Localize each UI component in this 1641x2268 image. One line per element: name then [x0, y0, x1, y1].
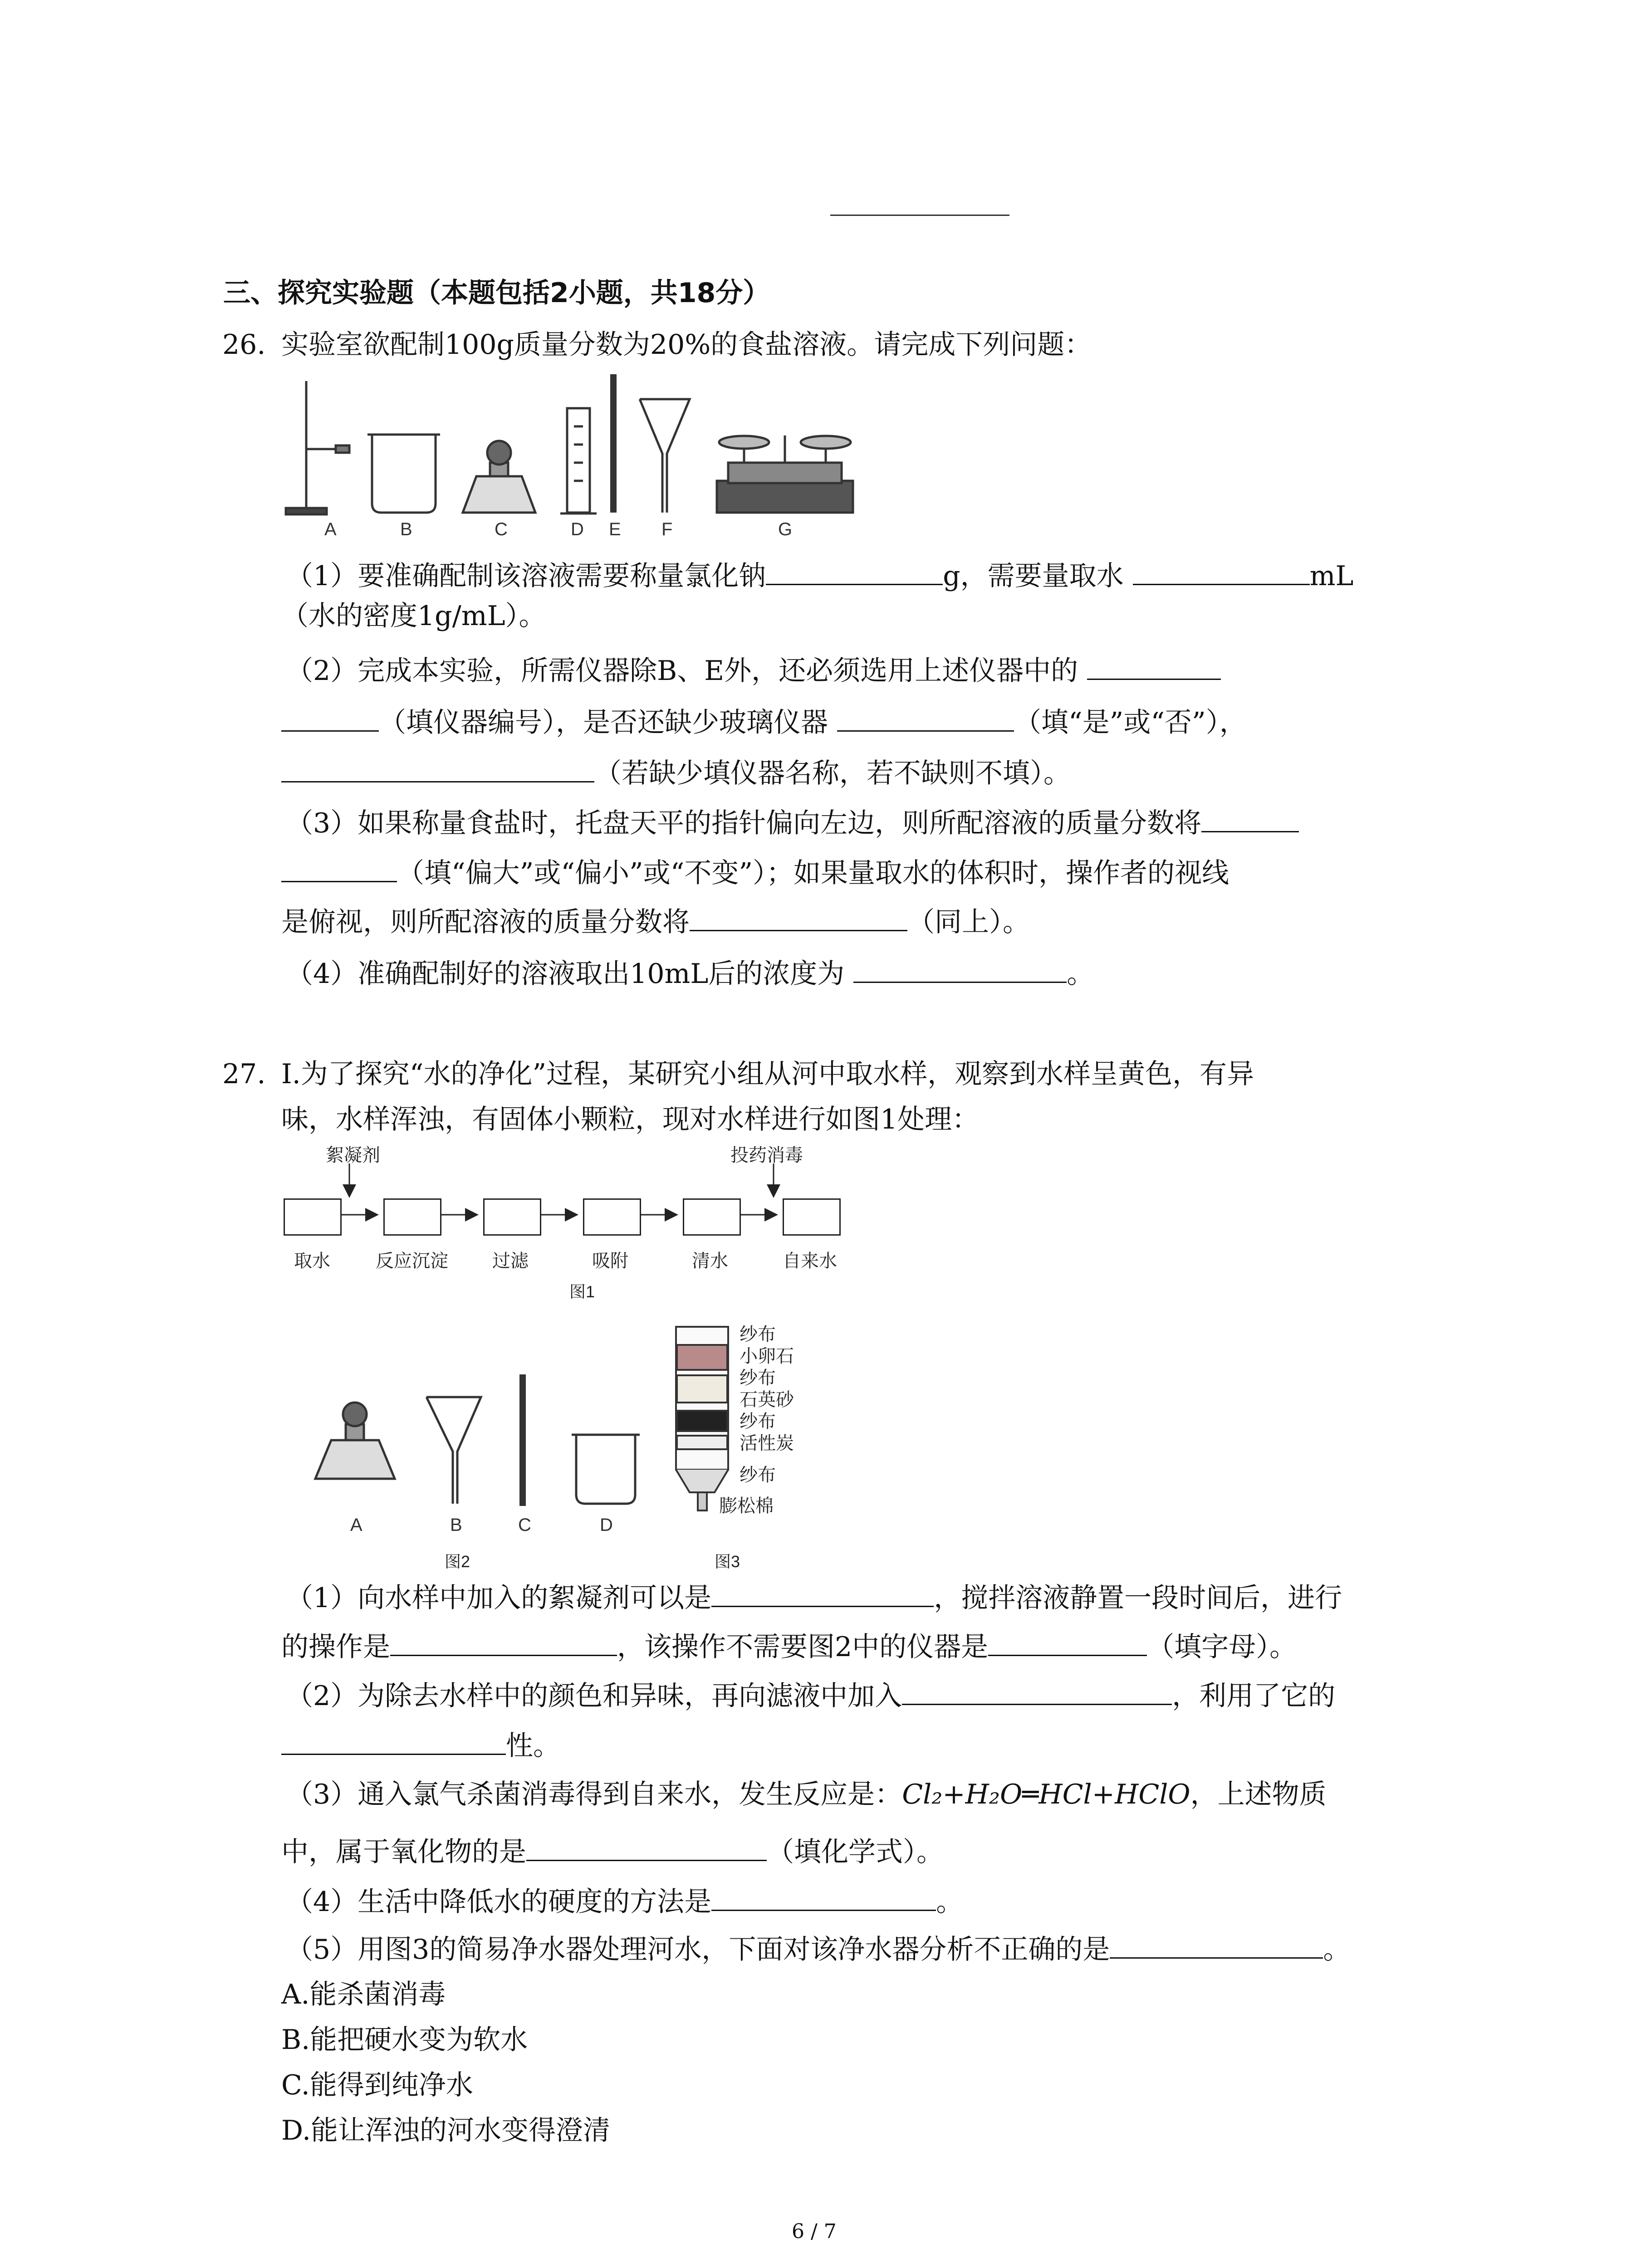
answer-blank[interactable] [902, 1677, 1172, 1705]
layer-label: 纱布 [740, 1325, 776, 1344]
q26-part1-line2: （水的密度1g/mL）。 [281, 600, 546, 632]
q26-part3-line2: （填“偏大”或“偏小”或“不变”）；如果量取水的体积时，操作者的视线 [281, 854, 1229, 891]
q26-part2-line2: （填仪器编号），是否还缺少玻璃仪器 （填“是”或“否”）， [281, 703, 1247, 741]
figure3-caption: 图3 [715, 1552, 740, 1571]
figure2-caption: 图2 [445, 1552, 470, 1571]
funnel-icon [426, 1397, 481, 1504]
water-purifier-icon [676, 1327, 728, 1510]
flow-box-4 [583, 1198, 641, 1236]
q26-apparatus-figure [281, 372, 880, 553]
answer-blank[interactable] [1087, 651, 1221, 680]
q27-part2-line1: （2）为除去水样中的颜色和异味，再向滤液中加入 ，利用了它的 [286, 1677, 1335, 1714]
flow-step-label: 反应沉淀 [376, 1251, 448, 1271]
flow-box-3 [483, 1198, 541, 1236]
q27-part1-line1: （1）向水样中加入的絮凝剂可以是 ，搅拌溶液静置一段时间后，进行 [286, 1579, 1342, 1616]
answer-blank[interactable] [1201, 804, 1299, 832]
label-c: C [495, 519, 508, 539]
layer-label: 纱布 [740, 1368, 776, 1388]
reaction-equation: Cl₂+H₂O═HCl+HClO [902, 1779, 1190, 1810]
label-e: E [609, 519, 621, 539]
answer-blank[interactable] [711, 1882, 936, 1911]
q27-stem-line2: 味，水样浑浊，有固体小颗粒，现对水样进行如图1处理： [281, 1104, 980, 1135]
q27-number: 27. [222, 1058, 266, 1090]
label-g: G [778, 519, 793, 539]
flow-step-label: 过滤 [492, 1251, 529, 1271]
funnel-icon [640, 399, 690, 513]
option-d: D.能让浑浊的河水变得澄清 [281, 2115, 611, 2146]
layer-label: 纱布 [740, 1412, 776, 1432]
answer-blank[interactable] [281, 754, 594, 782]
answer-blank[interactable] [1133, 557, 1310, 585]
answer-blank[interactable] [988, 1628, 1147, 1656]
label-a: A [324, 519, 337, 539]
disinfect-label: 投药消毒 [730, 1145, 803, 1165]
flow-box-5 [683, 1198, 741, 1236]
beaker-icon [367, 435, 440, 513]
q27-part1-line2: 的操作是 ，该操作不需要图2中的仪器是 （填字母）。 [281, 1628, 1297, 1665]
q26-part4: （4）准确配制好的溶液取出10mL后的浓度为 。 [286, 954, 1094, 992]
flow-step-label: 吸附 [592, 1251, 628, 1271]
q26-part3-line1: （3）如果称量食盐时，托盘天平的指针偏向左边，则所配溶液的质量分数将 [286, 804, 1299, 841]
answer-blank[interactable] [281, 854, 397, 882]
section-title: 三、探究实验题（本题包括2小题，共18分） [223, 277, 770, 309]
layer-label: 小卵石 [740, 1346, 794, 1366]
q27-stem-line1: Ⅰ.为了探究“水的净化”过程，某研究小组从河中取水样，观察到水样呈黄色，有异 [281, 1058, 1254, 1090]
answer-blank[interactable] [711, 1579, 934, 1607]
answer-blank[interactable] [526, 1833, 767, 1861]
layer-label: 纱布 [740, 1465, 776, 1485]
q27-part3-line2: 中，属于氧化物的是 （填化学式）。 [281, 1833, 944, 1870]
layer-label: 活性炭 [740, 1433, 794, 1453]
graduated-cylinder-icon [560, 408, 597, 513]
q27-part2-line2: 性。 [281, 1726, 560, 1764]
alcohol-lamp-icon [315, 1403, 395, 1479]
fig2-label-a: A [350, 1515, 362, 1535]
q27-part4: （4）生活中降低水的硬度的方法是 。 [286, 1882, 963, 1920]
q27-part5: （5）用图3的简易净水器处理河水，下面对该净水器分析不正确的是 。 [286, 1930, 1350, 1968]
balance-icon [717, 435, 853, 513]
flow-box-2 [383, 1198, 441, 1236]
layer-label: 石英砂 [740, 1390, 794, 1410]
flow-step-label: 清水 [692, 1251, 728, 1271]
answer-blank[interactable] [853, 954, 1067, 983]
answer-blank[interactable] [690, 903, 907, 931]
option-a: A.能杀菌消毒 [281, 1979, 446, 2010]
flow-step-label: 取水 [294, 1251, 330, 1271]
q26-part2-line3: （若缺少填仪器名称，若不缺则不填）。 [281, 754, 1071, 792]
flow-step-label: 自来水 [783, 1251, 837, 1271]
figure1-flowchart [281, 1139, 871, 1311]
fig2-label-d: D [600, 1515, 613, 1535]
label-b: B [400, 519, 412, 539]
answer-blank[interactable] [837, 703, 1014, 732]
answer-blank[interactable] [281, 1726, 506, 1755]
q26-part2-line1: （2）完成本实验，所需仪器除B、E外，还必须选用上述仪器中的 [286, 651, 1221, 689]
fig2-label-b: B [450, 1515, 462, 1535]
figure2-figure3 [309, 1325, 853, 1579]
layer-label: 膨松棉 [719, 1496, 774, 1516]
glass-rod-icon [519, 1374, 526, 1506]
glass-rod-icon [610, 374, 617, 513]
label-f: F [661, 519, 673, 539]
option-c: C.能得到纯净水 [281, 2069, 473, 2101]
figure1-caption: 图1 [569, 1282, 595, 1301]
label-d: D [571, 519, 584, 539]
answer-blank[interactable] [1110, 1930, 1323, 1959]
q27-part3-line1: （3）通入氯气杀菌消毒得到自来水，发生反应是：Cl₂+H₂O═HCl+HClO，上述物质 [286, 1779, 1327, 1810]
q26-number: 26. [222, 329, 266, 361]
answer-blank[interactable] [281, 703, 379, 732]
flocculant-label: 絮凝剂 [326, 1145, 380, 1165]
answer-blank[interactable] [766, 557, 943, 585]
fig2-label-c: C [518, 1515, 531, 1535]
alcohol-lamp-icon [463, 441, 535, 513]
flow-box-1 [284, 1198, 342, 1236]
q26-stem: 实验室欲配制100g质量分数为20%的食盐溶液。请完成下列问题： [281, 329, 1092, 361]
top-rule [830, 215, 1009, 216]
beaker-icon [572, 1435, 640, 1504]
q26-part1-line1: （1）要准确配制该溶液需要称量氯化钠 g，需要量取水 mL [286, 557, 1353, 594]
option-b: B.能把硬水变为软水 [281, 2024, 528, 2056]
iron-stand-icon [286, 381, 349, 514]
answer-blank[interactable] [390, 1628, 617, 1656]
flow-box-6 [783, 1198, 841, 1236]
q26-part3-line3: 是俯视，则所配溶液的质量分数将 （同上）。 [281, 903, 1030, 940]
page-number: 6 / 7 [792, 2220, 837, 2243]
